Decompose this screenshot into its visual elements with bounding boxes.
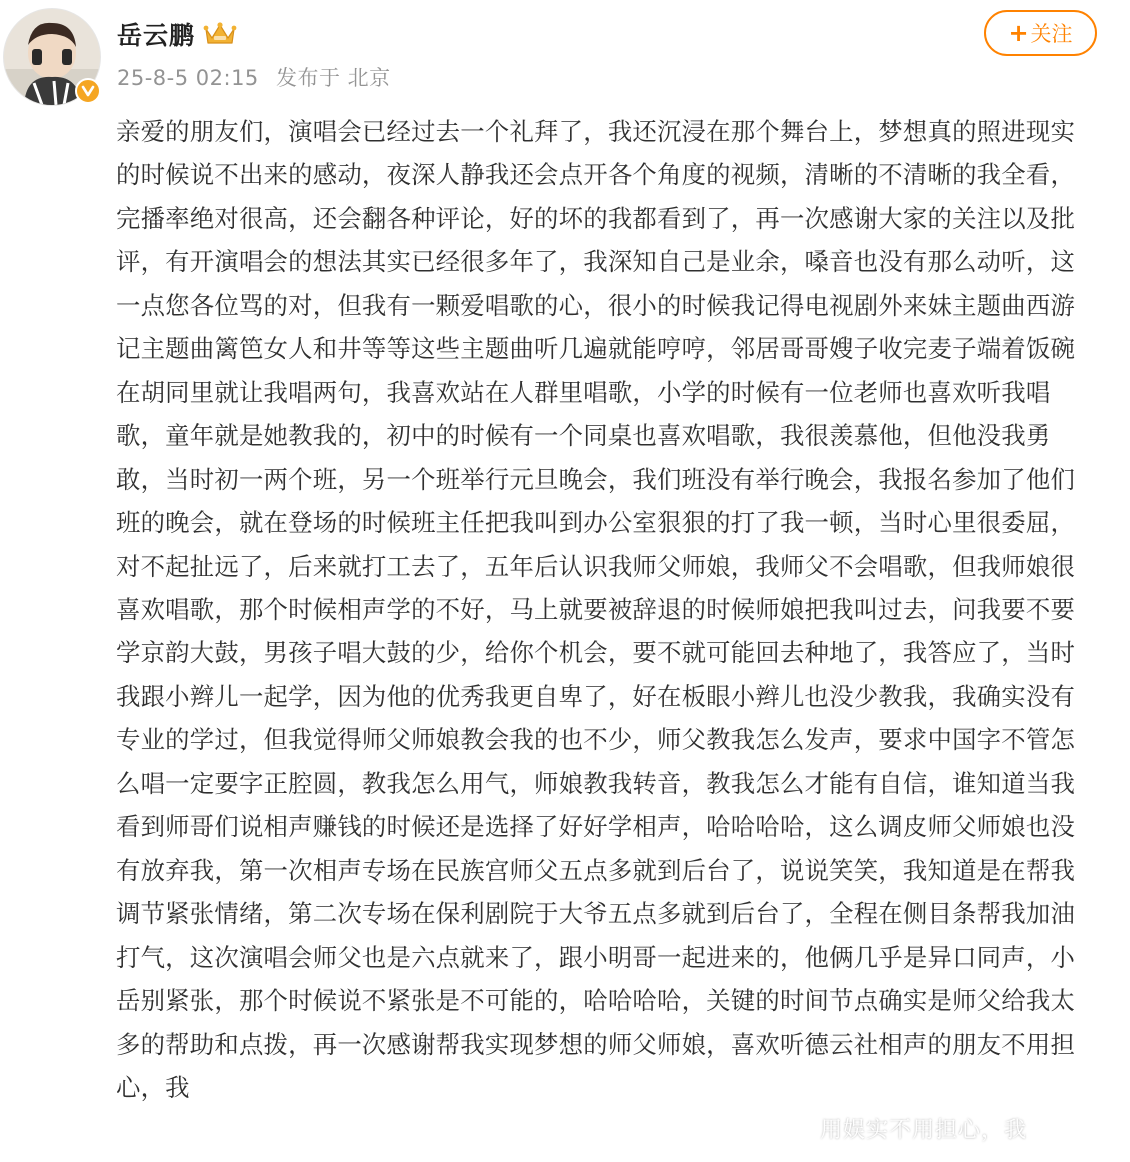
crown-icon bbox=[203, 21, 237, 47]
post-location: 发布于 北京 bbox=[275, 66, 391, 90]
post-content: 亲爱的朋友们，演唱会已经过去一个礼拜了，我还沉浸在那个舞台上，梦想真的照进现实的时候说不出来的感动，夜深人静我还会点开各个角度的视频，清晰的不清晰的我全看，完播率绝对很高，还会翻各种评论，好的坏的我都看到了，再一次感谢大家的关注以及批评，有开演唱会的想法其实已经很多年了，我深知自己是业余，嗓音也没有那么动听，这一点您各位骂的对，但我有一颗爱唱歌的心，很小的时候我记得电视剧外来妹主题曲西游记主题曲篱笆女人和井等等这些主题曲听几遍就能哼哼，邻居哥哥嫂子收完麦子端着饭碗在胡同里就让我唱两句，我喜欢站在人群里唱歌，小学的时候有一位老师也喜欢听我唱歌，童年就是她教我的，初中的时候有一个同桌也喜欢唱歌，我很羡慕他，但他没我勇敢，当时初一两个班，另一个班举行元旦晚会，我们班没有举行晚会，我报名参加了他们班的晚会，就在登场的时候班主任把我叫到办公室狠狠的打了我一顿，当时心里很委屈，对不起扯远了，后来就打工去了，五年后认识我师父师娘，我师父不会唱歌，但我师娘很喜欢唱歌，那个时候相声学的不好，马上就要被辞退的时候师娘把我叫过去，问我要不要学京韵大鼓，男孩子唱大鼓的少，给你个机会，要不就可能回去种地了，我答应了，当时我跟小辫儿一起学，因为他的优秀我更自卑了，好在板眼小辫儿也没少教我，我确实没有专业的学过，但我觉得师父师娘教会我的也不少，师父教我怎么发声，要求中国字不管怎么唱一定要字正腔圆，教我怎么用气，师娘教我转音，教我怎么才能有自信，谁知道当我看到师哥们说相声赚钱的时候还是选择了好好学相声，哈哈哈哈，这么调皮师父师娘也没有放弃我，第一次相声专场在民族宫师父五点多就到后台了，说说笑笑，我知道是在帮我调节紧张情绪，第二次专场在保利剧院于大爷五点多就到后台了，全程在侧目条帮我加油打气，这次演唱会师父也是六点就来了，跟小明哥一起进来的，他俩几乎是异口同声，小岳别紧张，那个时候说不紧张是不可能的，哈哈哈哈，关键的时间节点确实是师父给我太多的帮助和点拨，再一次感谢帮我实现梦想的师父师娘，喜欢听德云社相声的朋友不用担心，我 bbox=[116, 117, 1076, 1102]
username[interactable]: 岳云鹏 bbox=[117, 21, 196, 50]
plus-icon: + bbox=[1008, 19, 1029, 47]
vip-badge-icon bbox=[75, 78, 101, 104]
author-row bbox=[117, 14, 237, 54]
post-meta bbox=[117, 62, 401, 92]
follow-button[interactable] bbox=[984, 10, 1097, 56]
post-timestamp[interactable]: 25-8-5 02:15 bbox=[117, 66, 259, 90]
avatar[interactable] bbox=[3, 8, 101, 106]
follow-label: 关注 bbox=[1030, 22, 1073, 46]
watermark: 用娱实不用担心，我 bbox=[820, 1118, 1028, 1143]
